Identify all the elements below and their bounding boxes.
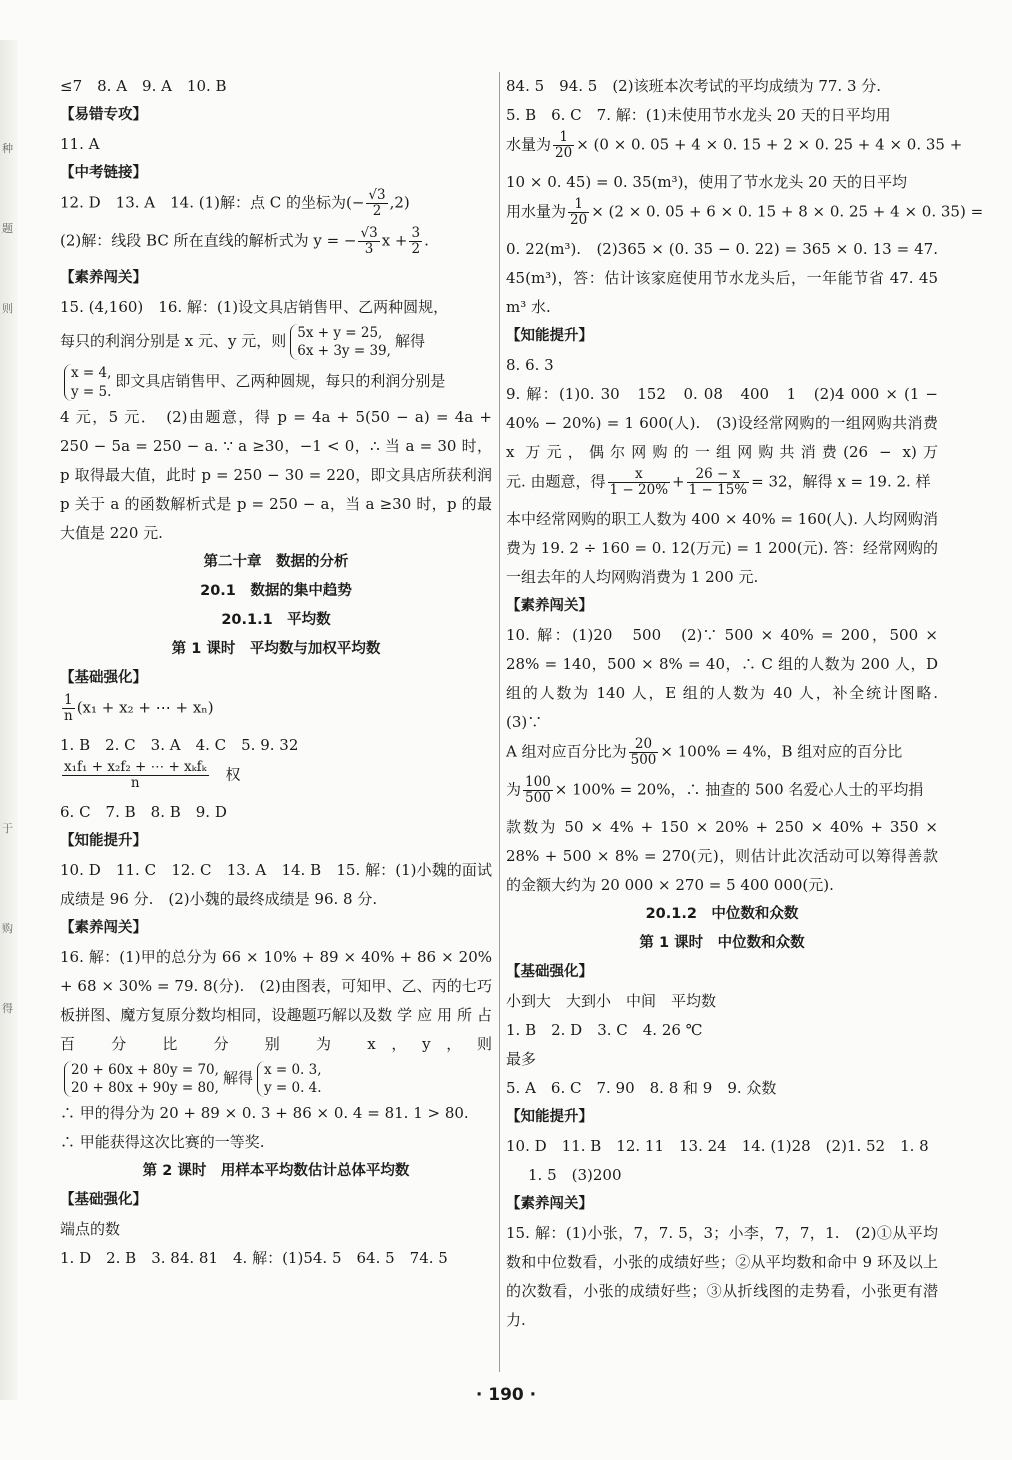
answer-line: 12. D 13. A 14. (1)解：点 C 的坐标为(− $\frac{√3}{2}$ ,2) — [60, 187, 410, 219]
answer-line: 10 × 0. 45) = 0. 35(m³)，使用了节水龙头 20 天的日平均 — [506, 173, 908, 191]
answer-line: 1. B 2. C 3. A 4. C 5. 9. 32 — [60, 735, 299, 754]
answer-line: 元. 由题意，得 $\frac{x}{1 - 20\%}$ + $\frac{26 - x}{1 - 15\%}$ = 32，解得 x = 19. 2. 样 — [506, 466, 931, 498]
answer-line: 10. D 11. B 12. 11 13. 24 14. (1)28 (2)1. 52 1. 8 — [506, 1137, 929, 1155]
equation-system: x = 0. 3, y = 0. 4. — [257, 1061, 322, 1097]
section-heading: 【素养闯关】 — [60, 270, 147, 286]
section-heading: 【知能提升】 — [506, 1109, 593, 1125]
fraction: $\frac{1}{20}$ — [570, 196, 588, 228]
fraction: $\frac{x}{1 - 20\%}$ — [609, 466, 669, 498]
answer-paragraph: 9. 解：(1)0. 30 152 0. 08 400 1 (2)4 000 × (1 − 40% − 20%) = 1 600(人). (3)设经常网购的一组网购共消费 x 万元，偶尔网购的一组网购共消费(26 − x)万 — [506, 385, 938, 461]
answer-line: 1. 5 (3)200 — [528, 1166, 622, 1184]
section-heading: 【素养闯关】 — [506, 598, 593, 614]
answer-line: 5. B 6. C 7. 解：(1)未使用节水龙头 20 天的日平均用 — [506, 106, 891, 124]
answer-line: 水量为 $\frac{1}{20}$ × (0 × 0. 05 + 4 × 0. 15 + 2 × 0. 25 + 4 × 0. 35 + — [506, 129, 963, 161]
equation-system: x = 4, y = 5. — [64, 364, 111, 400]
fraction: $\frac{1}{n}$ — [64, 691, 73, 724]
section-heading: 【基础强化】 — [506, 964, 593, 980]
answer-paragraph: 4 元，5 元． (2)由题意，得 p = 4a + 5(50 − a) = 4a + 250 − 5a = 250 − a. ∵ a ≥30，−1 < 0，∴ 当 a = 30 时，p 取得最大值，此时 p = 250 − 30 = 220，即文具店所获利润 p 关于 a 的函数解析式是 p = 250 − a，当 a ≥30 时，p 的最大值是 220 元. — [60, 407, 492, 542]
answer-line: ∴ 甲能获得这次比赛的一等奖. — [60, 1133, 265, 1152]
right-column — [506, 72, 984, 1335]
section-heading: 【中考链接】 — [60, 165, 147, 181]
fraction: $\frac{20}{500}$ — [630, 736, 657, 768]
answer-paragraph: 10. 解：(1)20 500 (2)∵ 500 × 40% = 200，500 × 28% = 140，500 × 8% = 40，∴ C 组的人数为 200 人，D 组的人数为 140 人，E 组的人数为 40 人，补全统计图略. (3)∵ — [506, 626, 954, 731]
answer-line: $\frac{\text{x₁f₁ + x₂f₂ + ⋯ + xₖfₖ}}{n}$ 权 — [64, 758, 241, 791]
answer-line: 端点的数 — [60, 1220, 121, 1239]
answer-line: A 组对应百分比为 $\frac{20}{500}$ × 100% = 4%，B 组对应的百分比 — [506, 736, 903, 768]
subsection-title: 20.1.1 平均数 — [221, 611, 331, 628]
answer-line: x = 4, y = 5. 即文具店销售甲、乙两种圆规，每只的利润分别是 — [60, 362, 492, 402]
fraction: $\frac{1}{20}$ — [555, 129, 573, 161]
answer-line: ∴ 甲的得分为 20 + 89 × 0. 3 + 86 × 0. 4 = 81. 1 > 80. — [60, 1104, 469, 1123]
answer-line: 11. A — [60, 135, 100, 153]
left-column — [60, 72, 492, 1273]
fraction: $\frac{26 - x}{1 - 15\%}$ — [688, 466, 748, 498]
answer-line: ≤7 8. A 9. A 10. B — [60, 77, 227, 95]
answer-paragraph: 款数为 50 × 4% + 150 × 20% + 250 × 40% + 350 × 28% + 500 × 8% = 270(元)，则估计此次活动可以筹得善款的金额大约为 20 000 × 270 = 5 400 000(元). — [506, 818, 938, 894]
fraction: $\frac{100}{500}$ — [525, 774, 551, 806]
section-heading: 【易错专攻】 — [60, 107, 147, 123]
answer-line: 6. C 7. B 8. B 9. D — [60, 802, 227, 821]
answer-line: 最多 — [506, 1050, 537, 1068]
lesson-title: 第 2 课时 用样本平均数估计总体平均数 — [142, 1163, 410, 1180]
answer-paragraph: 本中经常网购的职工人数为 400 × 40% = 160(人). 人均网购消费为 19. 2 ÷ 160 = 0. 12(万元) = 1 200(元). 答：经常网购的一组去年的人均网购消费为 1 200 元. — [506, 510, 938, 586]
answer-line: 为 $\frac{100}{500}$ × 100% = 20%，∴ 抽查的 500 名爱心人士的平均捐 — [506, 774, 924, 806]
equation-system: 20 + 60x + 80y = 70, 20 + 80x + 90y = 80, — [64, 1061, 219, 1097]
fraction: $\frac{√3}{3}$ — [360, 225, 378, 257]
answer-line: 1. D 2. B 3. 84. 81 4. 解：(1)54. 5 64. 5 74. 5 — [60, 1249, 448, 1268]
section-heading: 【知能提升】 — [506, 328, 593, 344]
answer-line: 每只的利润分别是 x 元、y 元，则 5x + y = 25, 6x + 3y = 39, 解得 — [60, 325, 425, 360]
section-heading: 【素养闯关】 — [60, 919, 147, 936]
answer-paragraph: 0. 22(m³). (2)365 × (0. 35 − 0. 22) = 365 × 0. 13 = 47. 45(m³)，答：估计该家庭使用节水龙头后，一年能节省 47. 45 m³ 水. — [506, 240, 938, 316]
answer-line: 1. B 2. D 3. C 4. 26 ℃ — [506, 1021, 703, 1039]
lesson-title: 第 1 课时 中位数和众数 — [639, 935, 805, 951]
lesson-title: 第 1 课时 平均数与加权平均数 — [171, 640, 381, 657]
answer-line: (2)解：线段 BC 所在直线的解析式为 y = − $\frac{√3}{3}$ x + $\frac{3}{2}$ . — [60, 225, 429, 257]
answer-paragraph: 15. 解：(1)小张，7，7. 5，3；小李，7，7，1. (2)①从平均数和中位数看，小张的成绩好些；②从平均数和命中 9 环及以上的次数看，小张的成绩好些；③从折线图的走势看，小张更有潜力. — [506, 1224, 938, 1329]
answer-line: 20 + 60x + 80y = 70, 20 + 80x + 90y = 80, 解得 x = 0. 3, y = 0. 4. — [60, 1059, 492, 1099]
equation-system: 5x + y = 25, 6x + 3y = 39, — [290, 324, 391, 360]
answer-line: 15. (4,160) 16. 解：(1)设文具店销售甲、乙两种圆规， — [60, 298, 449, 316]
fraction: $\frac{3}{2}$ — [411, 225, 421, 257]
answer-line: $\frac{1}{n}$ (x₁ + x₂ + ⋯ + xₙ) — [64, 691, 214, 724]
answer-line: 小到大 大到小 中间 平均数 — [506, 992, 717, 1010]
subsection-title: 20.1.2 中位数和众数 — [645, 906, 799, 922]
section-heading: 【基础强化】 — [60, 669, 147, 686]
section-heading: 【知能提升】 — [60, 832, 147, 849]
chapter-title: 第二十章 数据的分析 — [203, 553, 349, 570]
answer-paragraph: 16. 解：(1)甲的总分为 66 × 10% + 89 × 40% + 86 × 20% + 68 × 30% = 79. 8(分). (2)由图表，可知甲、乙、丙的七巧板拼图、魔方复原分数均相同，设趣题巧解以及数 学 应 用 所 占 百 分 比 分 别 为 x，y，则 — [60, 947, 492, 1053]
page-number: · 190 · — [475, 1385, 537, 1405]
page-edge-shadow: 种 题 则 于 购 得 — [0, 40, 18, 1400]
answer-line: 用水量为 $\frac{1}{20}$ × (2 × 0. 05 + 6 × 0. 15 + 8 × 0. 25 + 4 × 0. 35) = — [506, 196, 984, 228]
section-heading: 【基础强化】 — [60, 1192, 147, 1209]
fraction: $\frac{√3}{2}$ — [368, 187, 386, 219]
section-heading: 【素养闯关】 — [506, 1196, 593, 1212]
answer-line: 84. 5 94. 5 (2)该班本次考试的平均成绩为 77. 3 分. — [506, 77, 882, 95]
section-title: 20.1 数据的集中趋势 — [200, 582, 352, 599]
answer-line: 8. 6. 3 — [506, 356, 554, 374]
answer-paragraph: 10. D 11. C 12. C 13. A 14. B 15. 解：(1)小魏的面试成绩是 96 分. (2)小魏的最终成绩是 96. 8 分. — [60, 860, 492, 908]
answer-line: 5. A 6. C 7. 90 8. 8 和 9 9. 众数 — [506, 1079, 777, 1097]
fraction: $\frac{\text{x₁f₁ + x₂f₂ + ⋯ + xₖfₖ}}{n}$ — [64, 758, 207, 791]
column-divider — [499, 72, 500, 1372]
